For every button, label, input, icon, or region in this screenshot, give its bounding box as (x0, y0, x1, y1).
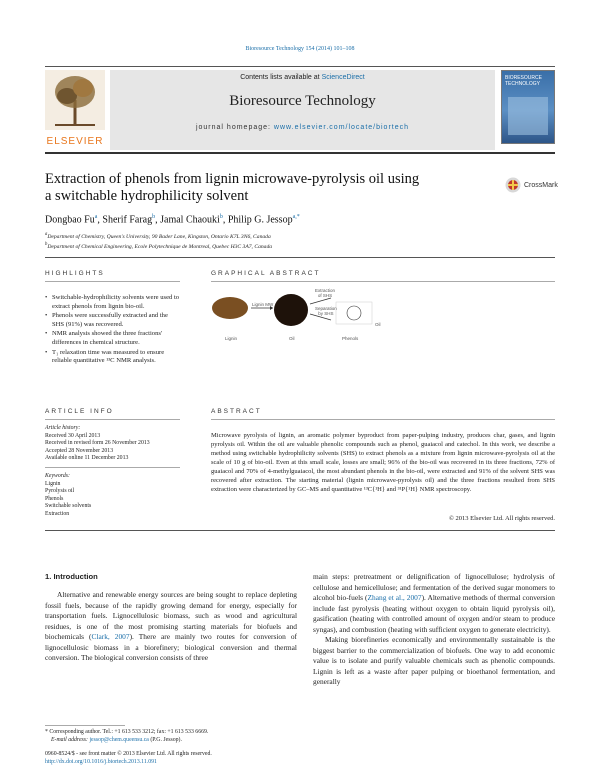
arrow-2 (310, 298, 331, 304)
highlight-item: • Switchable-hydrophilicity solvents were used to extract phenols from lignin bio-oil. (45, 294, 180, 311)
intro-column-right (313, 572, 555, 688)
author-list (45, 214, 300, 225)
ga-step-top-2: of SHS (317, 293, 333, 298)
author-name[interactable]: Jamal Chaouki (160, 214, 220, 226)
highlight-item: • Phenols were successfully extracted and the SHS (91%) was recovered. (45, 312, 180, 329)
intro-left-text-1: Alternative and renewable energy sources are being sought to replace depleting fossil fuels, because of the rapidly growing demand for energy, especially for transportation fuels. Lignocellulosic biomass, such as wood and agricultural residues, is one of the most promising starting materials for biofuels and biochemicals ( (45, 590, 297, 641)
email-line (45, 737, 305, 745)
crossmark-icon (505, 177, 521, 193)
highlights-heading: HIGHLIGHTS (45, 270, 105, 277)
author-affiliation-mark[interactable]: b (219, 214, 223, 220)
email-suffix: (P.G. Jessop). (148, 736, 182, 743)
history-item: Available online 11 December 2013 (45, 455, 129, 462)
ga-step-top (315, 288, 335, 298)
keywords (45, 473, 180, 519)
footnote-corresponding (45, 729, 305, 744)
author-name[interactable]: Philip G. Jessop (227, 214, 293, 226)
cover-title: BIORESOURCE TECHNOLOGY (505, 75, 542, 87)
homepage-link[interactable]: www.elsevier.com/locate/biortech (273, 124, 410, 131)
affiliations (45, 231, 555, 251)
affiliation-mark: b (45, 241, 48, 247)
issn-line: 0960-8524/$ - see front matter © 2013 Elsevier Ltd. All rights reserved. (45, 751, 212, 757)
ga-oil-label: Oil (375, 322, 381, 327)
keyword-item: Pyrolysis oil (45, 488, 75, 495)
affiliation-mark: a (45, 232, 48, 237)
ga-caption-oil: Oil (289, 336, 295, 341)
highlight-item: • T₁ relaxation time was measured to ensure reliable quantitative ¹³C NMR analysis. (45, 349, 180, 366)
highlights-list (45, 294, 180, 367)
graphical-abstract-figure[interactable] (211, 286, 401, 346)
corresponding-text: Corresponding author. Tel.: +1 613 533 3212; fax: +1 613 533 6669. (49, 729, 209, 735)
ga-caption-phenols: Phenols (342, 336, 359, 341)
intro-right-text-2: ). Alternative methods of thermal conversion include fast pyrolysis (heating without oxygen to obtain liquid pyrolysis oil), gasification (heating with controlled amount of oxygen and/or steam to produce syngas), and combustion (heating with sufficient oxygen to generate electricity). (313, 593, 555, 634)
intro-left-text-2: ). There are mainly two routes for conversion of lignocellulosic biomass in a biorefinery; biological conversion and thermal conversion. The biological conversion consists of three (45, 632, 297, 662)
sciencedirect-link[interactable]: ScienceDirect (321, 74, 365, 81)
keyword-item: Switchable solvents (45, 503, 92, 510)
doi-link[interactable]: http://dx.doi.org/10.1016/j.biortech.2013.11.091 (45, 758, 157, 765)
elsevier-logo[interactable] (45, 70, 105, 147)
intro-paragraph-right-2: Making biorefineries economically and environmentally sustainable is the biggest barrier to the commercialization of biofuels. One way to add economic value is to isolate and purify valuable chemicals such as phenolic compounds. Lignin is left as a waste after paper pulping or bioethanol fermentation, and generally (313, 635, 555, 686)
graphical-abstract-heading: GRAPHICAL ABSTRACT (211, 270, 321, 277)
author-name[interactable]: Sherif Farag (102, 214, 153, 226)
ga-caption-lignin: Lignin (225, 336, 238, 341)
phenols-structure-box (336, 302, 372, 324)
journal-reference[interactable]: Bioresource Technology 154 (2014) 101–108 (245, 46, 355, 52)
intro-paragraph-right-1 (313, 572, 555, 635)
author-separator: , (97, 214, 103, 226)
affiliation-text: Department of Chemistry, Queen's University, 90 Bader Lane, Kingston, Ontario K7L 3N6, Canada (47, 233, 271, 240)
homepage-line (110, 124, 495, 131)
highlight-item: • NMR analysis showed the three fractions' differences in chemical structure. (45, 330, 180, 347)
journal-cover[interactable] (501, 70, 555, 144)
footer-publication-info (45, 751, 345, 766)
article-title-line-2: a switchable hydrophilicity solvent (45, 188, 249, 204)
abstract-heading: ABSTRACT (211, 408, 262, 415)
keywords-list (45, 481, 180, 519)
citation-zhang-2007[interactable]: Zhang et al., 2007 (367, 593, 422, 602)
email-label: E-mail address: (51, 736, 90, 743)
cover-image (508, 97, 548, 135)
ga-step-bot-1: Separation (315, 306, 337, 311)
ga-step-bot-2: by SHS (318, 311, 334, 316)
ga-arrow-label: Lignin MW (252, 302, 274, 307)
corresponding-author-note (45, 729, 305, 737)
contents-line (110, 74, 495, 81)
affiliation (45, 241, 555, 251)
ga-step-top-1: Extraction (315, 288, 336, 293)
history-item: Received in revised form 26 November 2013 (45, 440, 150, 447)
crossmark-label: CrossMark (524, 181, 558, 189)
article-history-list (45, 433, 195, 463)
keywords-label: Keywords: (45, 473, 70, 479)
article-title (45, 171, 485, 205)
elsevier-tree-icon (45, 70, 105, 130)
lignin-powder (212, 297, 248, 319)
keyword-item: Extraction (45, 510, 70, 517)
affiliation (45, 231, 555, 241)
author-affiliation-mark[interactable]: b (152, 214, 156, 220)
homepage-prefix: journal homepage: (195, 124, 274, 131)
history-item: Received 30 April 2013 (45, 432, 101, 439)
keyword-item: Lignin (45, 480, 61, 487)
journal-title: Bioresource Technology (229, 93, 376, 109)
article-info-heading: ARTICLE INFO (45, 408, 114, 415)
citation-clark-2007[interactable]: Clark, 2007 (91, 632, 130, 641)
author-affiliation-mark[interactable]: a (94, 214, 98, 220)
section-heading-introduction: 1. Introduction (45, 572, 98, 581)
publisher-logo-text: ELSEVIER (46, 136, 104, 147)
article-history-label: Article history: (45, 425, 81, 431)
abstract-text: Microwave pyrolysis of lignin, an aromatic polymer byproduct from paper-pulping industry, produces char, gases, and lignin pyrolysis oil. Within the oil are valuable phenolic compounds such as phenol, guaiacol and catechol. In this work, we describe a method using switchable hydrophilicity solvents (SHS) to extract phenols as a mixture from lignin microwave-pyrolysis oil at the scale of 10 g of bio-oil. Even at this small scale, losses are small; 96% of the bio-oil was recovered in its three fractions, 72% of guaiacol and 70% of 4-methylguaiacol, the most abundant phenols in the bio-oil, were extracted and 91% of the solvent SHS was recovered after extraction. The starting material (lignin microwave-pyrolysis oil) and the three fractions resulted from SHS extraction were characterized by GC–MS and quantitative ¹³C{¹H} and ³¹P{¹H} NMR spectroscopy. (211, 432, 555, 493)
intro-right-text-1: main steps: pretreatment or delignification of lignocellulose; hydrolysis of cellulose and hemicellulose; and fermentation of the derived sugar monomers to alcohol bio-fuels ( (313, 572, 555, 602)
author-separator: , (222, 214, 228, 226)
journal-header-band (110, 70, 495, 150)
keyword-item: Phenols (45, 495, 64, 502)
author-separator: , (155, 214, 161, 226)
article-title-line-1: Extraction of phenols from lignin microwave-pyrolysis oil using (45, 171, 420, 187)
contents-prefix: Contents lists available at (240, 74, 322, 81)
bio-oil-sample (274, 294, 308, 326)
article-history (45, 425, 195, 463)
author-name[interactable]: Dongbao Fu (45, 214, 95, 226)
crossmark-button[interactable] (505, 177, 558, 193)
email-link[interactable]: jessop@chem.queensu.ca (89, 736, 149, 743)
intro-paragraph-left (45, 590, 297, 664)
author-affiliation-mark[interactable]: a,* (292, 214, 300, 220)
affiliation-text: Department of Chemical Engineering, Ecole Polytechnique de Montreal, Quebec H3C 3A7, Canada (47, 243, 273, 250)
abstract-copyright: © 2013 Elsevier Ltd. All rights reserved. (448, 515, 555, 522)
history-item: Accepted 28 November 2013 (45, 447, 114, 454)
asterisk-mark: * (45, 729, 50, 735)
ga-step-bottom (315, 306, 337, 316)
